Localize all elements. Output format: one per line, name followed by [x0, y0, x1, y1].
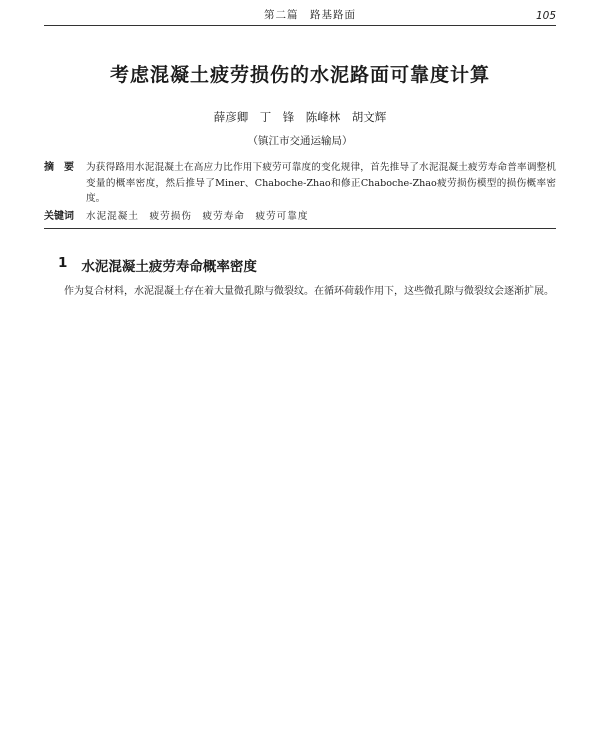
section-heading-1	[44, 255, 556, 275]
authors: 薛彦卿 丁 锋 陈峰林 胡文辉	[213, 110, 387, 124]
keywords-label: 关键词	[44, 210, 74, 222]
section-title: 水泥混凝土疲劳寿命概率密度	[81, 259, 257, 275]
keywords	[44, 209, 556, 225]
paper-title: 考虑混凝土疲劳损伤的水泥路面可靠度计算	[109, 64, 490, 86]
page-number: 105	[535, 10, 556, 22]
abstract	[44, 160, 556, 207]
abstract-text: 为获得路用水泥混凝土在高应力比作用下疲劳可靠度的变化规律，首先推导了水泥混凝土疲劳寿命普率调整机变量的概率密度，然后推导了Miner、Chaboche-Zhao和修正Chaboche-Zhao疲劳损伤模型的损伤概率密度。	[86, 162, 556, 204]
running-header	[44, 0, 556, 26]
keywords-text: 水泥混凝土 疲劳损伤 疲劳寿命 疲劳可靠度	[86, 210, 309, 222]
abstract-rule	[44, 228, 556, 229]
abstract-label: 摘 要	[44, 162, 74, 173]
section-number: 1	[58, 255, 68, 271]
section-1-body: 作为复合材料，水泥混凝土存在着大量微孔隙与微裂纹。在循环荷载作用下，这些微孔隙与微裂纹会逐渐扩展。	[64, 286, 554, 297]
affiliation: （镇江市交通运输局）	[247, 135, 353, 147]
header-section: 第二篇 路基路面	[263, 9, 356, 21]
